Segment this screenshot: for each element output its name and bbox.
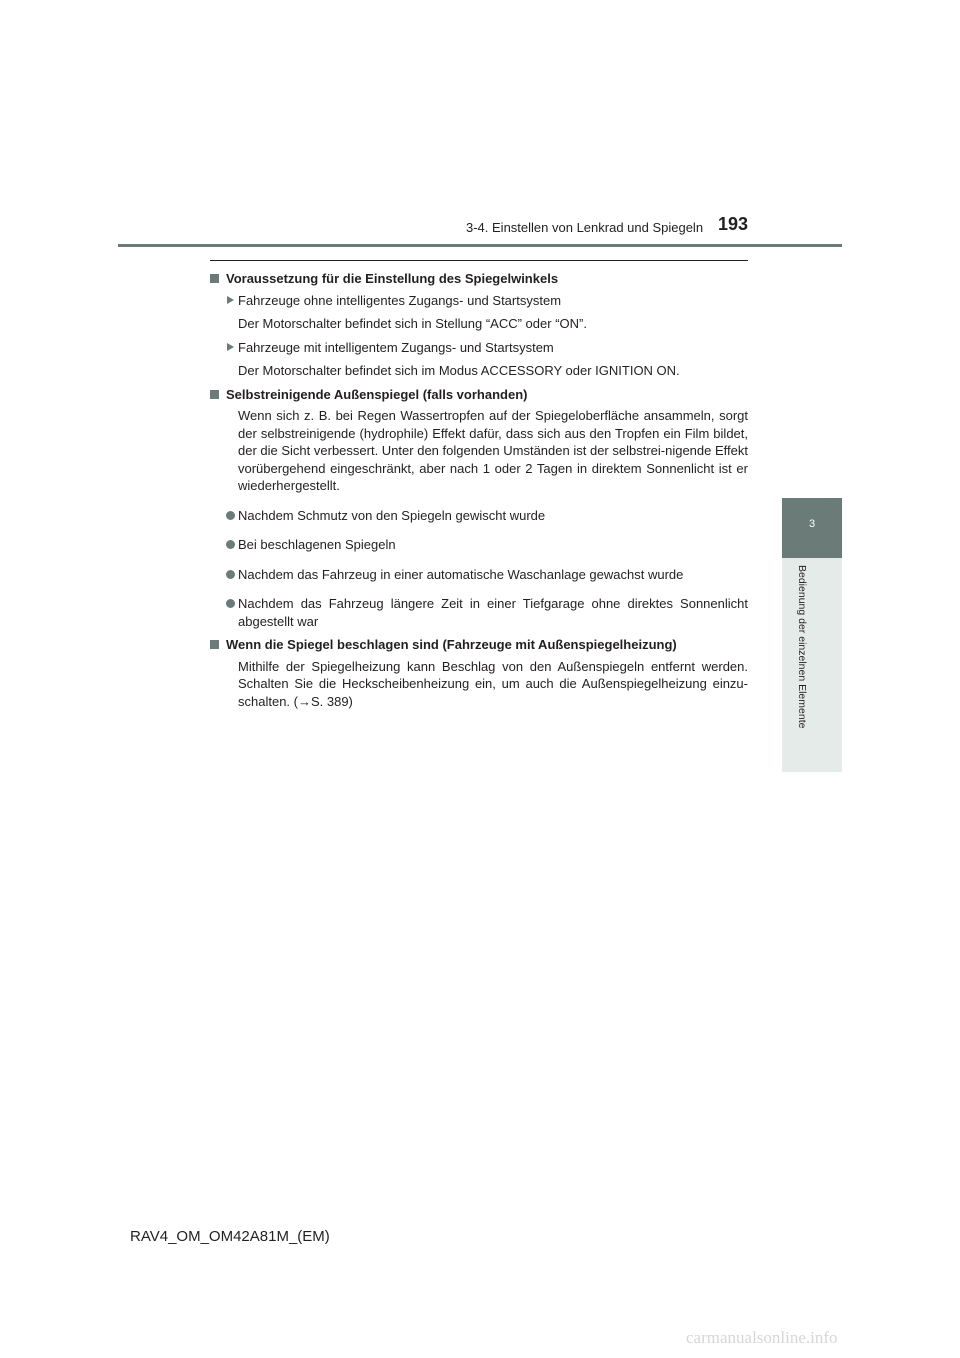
subheading [210,292,748,310]
list-item-text: Nachdem das Fahrzeug längere Zeit in einer Tiefgarage ohne direktes Sonnenlicht abgestellt war [238,596,748,629]
section-heading-text: Selbstreinigende Außenspiegel (falls vorhanden) [226,386,528,402]
list-item [210,536,748,554]
paragraph: Mithilfe der Spiegelheizung kann Beschlag von den Außenspiegeln entfernt werden. Schalten Sie die Heckscheibenheizung ein, um auch die Außenspiegelheizung einzu-schalten. (→S. 389) [238,658,748,709]
subheading [210,339,748,357]
page-number: 193 [718,214,749,234]
section-heading-text: Wenn die Spiegel beschlagen sind (Fahrzeuge mit Außenspiegelheizung) [226,637,677,652]
square-marker-icon [210,640,219,649]
section-heading [210,636,748,654]
triangle-right-icon [227,296,234,304]
paragraph: Der Motorschalter befindet sich in Stellung “ACC” oder “ON”. [238,316,587,331]
subheading-text: Fahrzeuge ohne intelligentes Zugangs- und Startsystem [238,292,562,308]
header-rule [118,244,842,247]
circle-bullet-icon [226,599,235,608]
paragraph: Wenn sich z. B. bei Regen Wassertropfen auf der Spiegeloberfläche ansammeln, sorgt der selbstreinigende (hydrophile) Effekt dafür, dass sich aus den Tropfen ein Film bildet, der die Sicht verbessert. Unter den folgenden Umständen ist der selbstrei-nigende Effekt vorübergehend eingeschränkt, aber nach 1 oder 2 Tagen in direktem Sonnenlicht ist er wiederhergestellt. [238,408,748,493]
subheading-text: Fahrzeuge mit intelligentem Zugangs- und Startsystem [238,339,554,355]
list-item-text: Nachdem das Fahrzeug in einer automatische Waschanlage gewachst wurde [238,566,684,582]
square-marker-icon [210,274,219,283]
chapter-tab-label: Bedienung der einzelnen Elemente [796,565,808,729]
circle-bullet-icon [226,570,235,579]
chapter-tab-number: 3 [808,518,816,530]
section-heading-text: Voraussetzung für die Einstellung des Spiegelwinkels [226,271,559,286]
watermark: carmanualsonline.info [686,1328,838,1347]
content-top-rule [210,260,748,261]
list-item [210,507,748,525]
section-heading [210,386,748,404]
circle-bullet-icon [226,540,235,549]
list-item-text: Nachdem Schmutz von den Spiegeln gewischt wurde [238,507,546,523]
running-header-title: 3-4. Einstellen von Lenkrad und Spiegeln [466,220,704,235]
list-item [210,595,748,630]
paragraph: Der Motorschalter befindet sich im Modus ACCESSORY oder IGNITION ON. [238,363,680,378]
page-content [210,270,748,716]
list-item-text: Bei beschlagenen Spiegeln [238,537,396,552]
chapter-tab-strip [782,558,842,772]
triangle-right-icon [227,343,234,351]
document-code: RAV4_OM_OM42A81M_(EM) [130,1228,330,1245]
circle-bullet-icon [226,511,235,520]
list-item [210,566,748,584]
square-marker-icon [210,390,219,399]
section-heading [210,270,748,288]
